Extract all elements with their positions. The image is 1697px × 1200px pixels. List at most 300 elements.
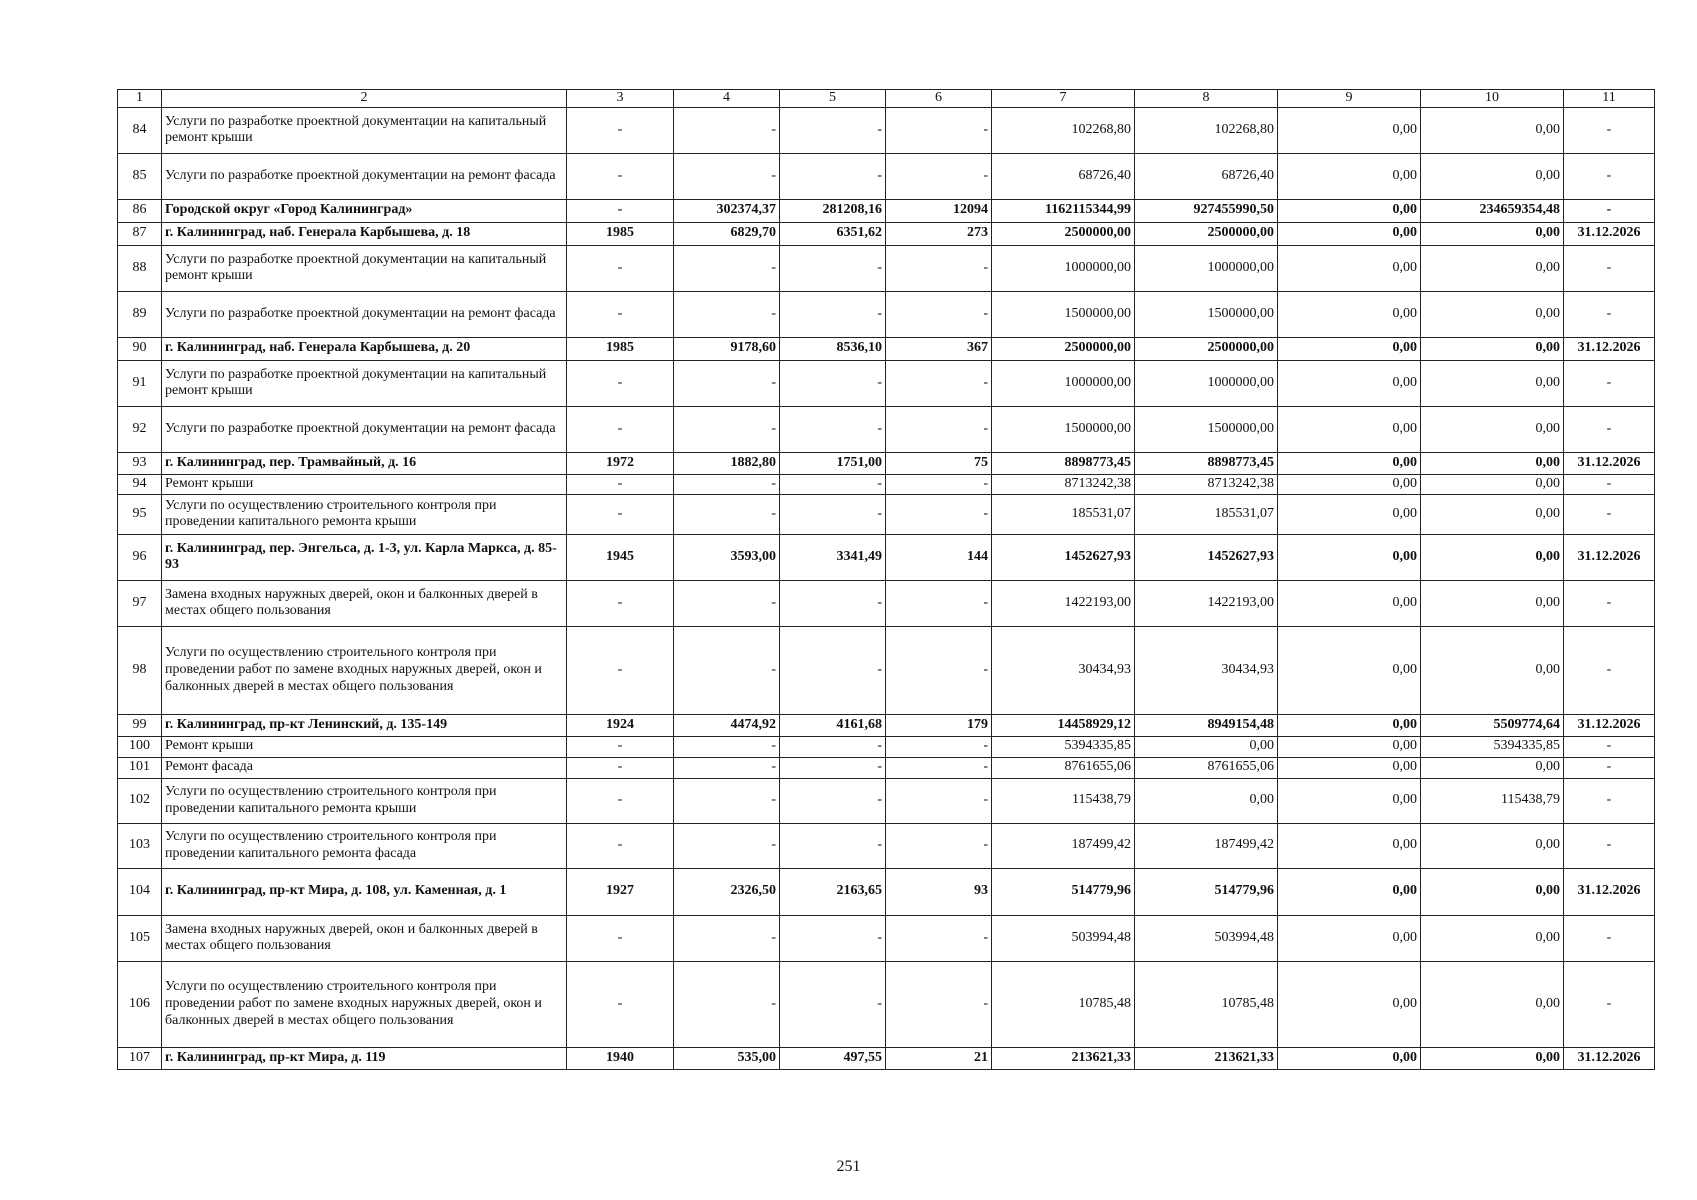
description-cell: Услуги по разработке проектной документации на капитальный ремонт крыши	[162, 360, 567, 406]
row-number-cell: 98	[118, 626, 162, 714]
budget-cost-cell: 0,00	[1278, 337, 1421, 360]
residents-cell: -	[886, 778, 992, 823]
residents-cell: -	[886, 406, 992, 452]
table-row	[118, 868, 1655, 915]
budget-cost-cell: 0,00	[1278, 1047, 1421, 1069]
table-row	[118, 153, 1655, 199]
residents-cell: -	[886, 474, 992, 494]
description-cell: Ремонт фасада	[162, 757, 567, 778]
residents-cell: -	[886, 580, 992, 626]
deadline-cell: -	[1564, 406, 1655, 452]
area-living-cell: -	[780, 757, 886, 778]
area-living-cell: 3341,49	[780, 534, 886, 580]
residents-cell: 273	[886, 222, 992, 245]
total-cost-cell: 185531,07	[992, 494, 1135, 534]
row-number-cell: 99	[118, 714, 162, 736]
description-cell: Ремонт крыши	[162, 474, 567, 494]
residents-cell: 93	[886, 868, 992, 915]
budget-cost-cell: 0,00	[1278, 714, 1421, 736]
deadline-cell: -	[1564, 199, 1655, 222]
area-living-cell: -	[780, 736, 886, 757]
area-total-cell: -	[674, 961, 780, 1047]
fund-cost-cell: 8761655,06	[1135, 757, 1278, 778]
description-cell: г. Калининград, пер. Энгельса, д. 1-3, ул. Карла Маркса, д. 85-93	[162, 534, 567, 580]
deadline-cell: -	[1564, 626, 1655, 714]
table-row	[118, 291, 1655, 337]
table-row	[118, 452, 1655, 474]
total-cost-cell: 503994,48	[992, 915, 1135, 961]
area-living-cell: -	[780, 626, 886, 714]
budget-cost-cell: 0,00	[1278, 199, 1421, 222]
fund-cost-cell: 102268,80	[1135, 107, 1278, 153]
owner-cost-cell: 0,00	[1421, 534, 1564, 580]
row-number-cell: 103	[118, 823, 162, 868]
row-number-cell: 89	[118, 291, 162, 337]
description-cell: Услуги по осуществлению строительного контроля при проведении работ по замене входных наружных дверей, окон и балконных дверей в местах общего пользования	[162, 626, 567, 714]
area-living-cell: -	[780, 245, 886, 291]
budget-cost-cell: 0,00	[1278, 736, 1421, 757]
owner-cost-cell: 5509774,64	[1421, 714, 1564, 736]
fund-cost-cell: 8949154,48	[1135, 714, 1278, 736]
owner-cost-cell: 0,00	[1421, 153, 1564, 199]
year-cell: -	[567, 245, 674, 291]
row-number-cell: 102	[118, 778, 162, 823]
area-total-cell: 6829,70	[674, 222, 780, 245]
area-living-cell: 2163,65	[780, 868, 886, 915]
fund-cost-cell: 514779,96	[1135, 868, 1278, 915]
budget-cost-cell: 0,00	[1278, 494, 1421, 534]
area-living-cell: -	[780, 153, 886, 199]
owner-cost-cell: 0,00	[1421, 868, 1564, 915]
area-living-cell: -	[780, 494, 886, 534]
budget-cost-cell: 0,00	[1278, 778, 1421, 823]
column-header: 8	[1135, 90, 1278, 108]
area-living-cell: -	[780, 778, 886, 823]
deadline-cell: 31.12.2026	[1564, 452, 1655, 474]
column-header: 1	[118, 90, 162, 108]
total-cost-cell: 213621,33	[992, 1047, 1135, 1069]
area-total-cell: -	[674, 245, 780, 291]
fund-cost-cell: 213621,33	[1135, 1047, 1278, 1069]
owner-cost-cell: 0,00	[1421, 915, 1564, 961]
description-cell: Услуги по разработке проектной документации на ремонт фасада	[162, 153, 567, 199]
row-number-cell: 96	[118, 534, 162, 580]
row-number-cell: 95	[118, 494, 162, 534]
row-number-cell: 85	[118, 153, 162, 199]
column-header: 5	[780, 90, 886, 108]
row-number-cell: 107	[118, 1047, 162, 1069]
area-total-cell: -	[674, 291, 780, 337]
description-cell: Ремонт крыши	[162, 736, 567, 757]
residents-cell: 75	[886, 452, 992, 474]
year-cell: 1940	[567, 1047, 674, 1069]
budget-cost-cell: 0,00	[1278, 474, 1421, 494]
fund-cost-cell: 68726,40	[1135, 153, 1278, 199]
budget-cost-cell: 0,00	[1278, 868, 1421, 915]
owner-cost-cell: 0,00	[1421, 337, 1564, 360]
table-row	[118, 1047, 1655, 1069]
row-number-cell: 92	[118, 406, 162, 452]
deadline-cell: -	[1564, 580, 1655, 626]
table-row	[118, 736, 1655, 757]
year-cell: -	[567, 626, 674, 714]
row-number-cell: 94	[118, 474, 162, 494]
fund-cost-cell: 1500000,00	[1135, 291, 1278, 337]
residents-cell: -	[886, 494, 992, 534]
year-cell: -	[567, 778, 674, 823]
residents-cell: 21	[886, 1047, 992, 1069]
residents-cell: -	[886, 823, 992, 868]
year-cell: -	[567, 580, 674, 626]
area-total-cell: -	[674, 474, 780, 494]
description-cell: Услуги по разработке проектной документации на ремонт фасада	[162, 406, 567, 452]
area-total-cell: -	[674, 778, 780, 823]
year-cell: -	[567, 153, 674, 199]
year-cell: 1945	[567, 534, 674, 580]
owner-cost-cell: 115438,79	[1421, 778, 1564, 823]
area-total-cell: -	[674, 406, 780, 452]
area-living-cell: 4161,68	[780, 714, 886, 736]
deadline-cell: 31.12.2026	[1564, 1047, 1655, 1069]
total-cost-cell: 2500000,00	[992, 222, 1135, 245]
area-living-cell: 497,55	[780, 1047, 886, 1069]
table-row	[118, 823, 1655, 868]
deadline-cell: -	[1564, 107, 1655, 153]
table-row	[118, 778, 1655, 823]
deadline-cell: 31.12.2026	[1564, 337, 1655, 360]
deadline-cell: -	[1564, 778, 1655, 823]
column-header: 4	[674, 90, 780, 108]
table-row	[118, 626, 1655, 714]
budget-cost-cell: 0,00	[1278, 534, 1421, 580]
table-row	[118, 474, 1655, 494]
deadline-cell: 31.12.2026	[1564, 868, 1655, 915]
residents-cell: 367	[886, 337, 992, 360]
owner-cost-cell: 0,00	[1421, 245, 1564, 291]
deadline-cell: 31.12.2026	[1564, 534, 1655, 580]
total-cost-cell: 1452627,93	[992, 534, 1135, 580]
budget-cost-cell: 0,00	[1278, 757, 1421, 778]
budget-cost-cell: 0,00	[1278, 360, 1421, 406]
repair-schedule-table	[117, 89, 1655, 1070]
area-total-cell: 4474,92	[674, 714, 780, 736]
residents-cell: 144	[886, 534, 992, 580]
total-cost-cell: 2500000,00	[992, 337, 1135, 360]
deadline-cell: -	[1564, 736, 1655, 757]
table-row	[118, 757, 1655, 778]
fund-cost-cell: 0,00	[1135, 736, 1278, 757]
owner-cost-cell: 0,00	[1421, 823, 1564, 868]
owner-cost-cell: 0,00	[1421, 222, 1564, 245]
area-total-cell: -	[674, 823, 780, 868]
total-cost-cell: 8713242,38	[992, 474, 1135, 494]
row-number-cell: 88	[118, 245, 162, 291]
table-row	[118, 245, 1655, 291]
page-number: 251	[836, 1158, 861, 1175]
deadline-cell: -	[1564, 823, 1655, 868]
owner-cost-cell: 0,00	[1421, 757, 1564, 778]
table-row	[118, 915, 1655, 961]
owner-cost-cell: 0,00	[1421, 291, 1564, 337]
description-cell: г. Калининград, пр-кт Ленинский, д. 135-149	[162, 714, 567, 736]
fund-cost-cell: 187499,42	[1135, 823, 1278, 868]
area-living-cell: 1751,00	[780, 452, 886, 474]
owner-cost-cell: 0,00	[1421, 626, 1564, 714]
row-number-cell: 86	[118, 199, 162, 222]
description-cell: г. Калининград, пр-кт Мира, д. 108, ул. Каменная, д. 1	[162, 868, 567, 915]
fund-cost-cell: 2500000,00	[1135, 222, 1278, 245]
area-living-cell: 281208,16	[780, 199, 886, 222]
year-cell: -	[567, 107, 674, 153]
total-cost-cell: 187499,42	[992, 823, 1135, 868]
column-header: 11	[1564, 90, 1655, 108]
area-total-cell: -	[674, 736, 780, 757]
row-number-cell: 87	[118, 222, 162, 245]
table-row	[118, 222, 1655, 245]
area-living-cell: -	[780, 291, 886, 337]
residents-cell: -	[886, 245, 992, 291]
fund-cost-cell: 1422193,00	[1135, 580, 1278, 626]
total-cost-cell: 514779,96	[992, 868, 1135, 915]
year-cell: -	[567, 961, 674, 1047]
owner-cost-cell: 0,00	[1421, 406, 1564, 452]
budget-cost-cell: 0,00	[1278, 961, 1421, 1047]
deadline-cell: 31.12.2026	[1564, 222, 1655, 245]
residents-cell: -	[886, 915, 992, 961]
row-number-cell: 84	[118, 107, 162, 153]
budget-cost-cell: 0,00	[1278, 222, 1421, 245]
area-living-cell: -	[780, 406, 886, 452]
table-row	[118, 107, 1655, 153]
area-living-cell: -	[780, 360, 886, 406]
total-cost-cell: 10785,48	[992, 961, 1135, 1047]
area-living-cell: -	[780, 107, 886, 153]
residents-cell: -	[886, 291, 992, 337]
column-header: 7	[992, 90, 1135, 108]
area-living-cell: -	[780, 474, 886, 494]
fund-cost-cell: 185531,07	[1135, 494, 1278, 534]
column-header: 10	[1421, 90, 1564, 108]
year-cell: 1927	[567, 868, 674, 915]
budget-cost-cell: 0,00	[1278, 406, 1421, 452]
column-header: 6	[886, 90, 992, 108]
year-cell: -	[567, 915, 674, 961]
column-header: 9	[1278, 90, 1421, 108]
description-cell: Замена входных наружных дверей, окон и балконных дверей в местах общего пользования	[162, 915, 567, 961]
description-cell: Услуги по разработке проектной документации на капитальный ремонт крыши	[162, 245, 567, 291]
table-body	[118, 107, 1655, 1069]
area-living-cell: -	[780, 961, 886, 1047]
fund-cost-cell: 1452627,93	[1135, 534, 1278, 580]
residents-cell: -	[886, 153, 992, 199]
total-cost-cell: 1000000,00	[992, 360, 1135, 406]
table-row	[118, 714, 1655, 736]
owner-cost-cell: 0,00	[1421, 494, 1564, 534]
description-cell: Услуги по осуществлению строительного контроля при проведении капитального ремонта крыши	[162, 494, 567, 534]
budget-cost-cell: 0,00	[1278, 452, 1421, 474]
deadline-cell: -	[1564, 915, 1655, 961]
area-total-cell: -	[674, 107, 780, 153]
area-living-cell: -	[780, 823, 886, 868]
fund-cost-cell: 8898773,45	[1135, 452, 1278, 474]
area-total-cell: -	[674, 915, 780, 961]
column-number-row	[118, 90, 1655, 108]
budget-cost-cell: 0,00	[1278, 245, 1421, 291]
table-row	[118, 580, 1655, 626]
fund-cost-cell: 503994,48	[1135, 915, 1278, 961]
description-cell: Услуги по осуществлению строительного контроля при проведении работ по замене входных наружных дверей, окон и балконных дверей в местах общего пользования	[162, 961, 567, 1047]
row-number-cell: 93	[118, 452, 162, 474]
area-total-cell: -	[674, 757, 780, 778]
row-number-cell: 105	[118, 915, 162, 961]
deadline-cell: -	[1564, 291, 1655, 337]
total-cost-cell: 115438,79	[992, 778, 1135, 823]
fund-cost-cell: 8713242,38	[1135, 474, 1278, 494]
fund-cost-cell: 30434,93	[1135, 626, 1278, 714]
deadline-cell: -	[1564, 961, 1655, 1047]
year-cell: 1924	[567, 714, 674, 736]
year-cell: -	[567, 474, 674, 494]
row-number-cell: 90	[118, 337, 162, 360]
residents-cell: -	[886, 961, 992, 1047]
year-cell: -	[567, 736, 674, 757]
fund-cost-cell: 1500000,00	[1135, 406, 1278, 452]
year-cell: 1985	[567, 337, 674, 360]
area-total-cell: -	[674, 494, 780, 534]
area-total-cell: 1882,80	[674, 452, 780, 474]
row-number-cell: 101	[118, 757, 162, 778]
total-cost-cell: 1500000,00	[992, 406, 1135, 452]
fund-cost-cell: 0,00	[1135, 778, 1278, 823]
table-row	[118, 337, 1655, 360]
deadline-cell: -	[1564, 153, 1655, 199]
owner-cost-cell: 0,00	[1421, 1047, 1564, 1069]
area-total-cell: -	[674, 626, 780, 714]
owner-cost-cell: 5394335,85	[1421, 736, 1564, 757]
description-cell: Услуги по разработке проектной документации на ремонт фасада	[162, 291, 567, 337]
total-cost-cell: 102268,80	[992, 107, 1135, 153]
row-number-cell: 100	[118, 736, 162, 757]
row-number-cell: 97	[118, 580, 162, 626]
column-header: 3	[567, 90, 674, 108]
table-row	[118, 406, 1655, 452]
year-cell: -	[567, 757, 674, 778]
residents-cell: -	[886, 107, 992, 153]
area-living-cell: 8536,10	[780, 337, 886, 360]
residents-cell: 12094	[886, 199, 992, 222]
deadline-cell: -	[1564, 757, 1655, 778]
column-header: 2	[162, 90, 567, 108]
owner-cost-cell: 0,00	[1421, 360, 1564, 406]
residents-cell: -	[886, 736, 992, 757]
year-cell: -	[567, 360, 674, 406]
deadline-cell: -	[1564, 360, 1655, 406]
description-cell: г. Калининград, наб. Генерала Карбышева, д. 18	[162, 222, 567, 245]
fund-cost-cell: 1000000,00	[1135, 360, 1278, 406]
owner-cost-cell: 0,00	[1421, 961, 1564, 1047]
budget-cost-cell: 0,00	[1278, 626, 1421, 714]
budget-cost-cell: 0,00	[1278, 153, 1421, 199]
table-row	[118, 494, 1655, 534]
total-cost-cell: 8761655,06	[992, 757, 1135, 778]
row-number-cell: 106	[118, 961, 162, 1047]
budget-cost-cell: 0,00	[1278, 291, 1421, 337]
table-row	[118, 961, 1655, 1047]
table-row	[118, 534, 1655, 580]
owner-cost-cell: 0,00	[1421, 107, 1564, 153]
budget-cost-cell: 0,00	[1278, 915, 1421, 961]
total-cost-cell: 1162115344,99	[992, 199, 1135, 222]
row-number-cell: 104	[118, 868, 162, 915]
deadline-cell: 31.12.2026	[1564, 714, 1655, 736]
deadline-cell: -	[1564, 494, 1655, 534]
residents-cell: -	[886, 360, 992, 406]
fund-cost-cell: 10785,48	[1135, 961, 1278, 1047]
area-living-cell: 6351,62	[780, 222, 886, 245]
deadline-cell: -	[1564, 474, 1655, 494]
total-cost-cell: 68726,40	[992, 153, 1135, 199]
area-total-cell: 2326,50	[674, 868, 780, 915]
area-total-cell: 9178,60	[674, 337, 780, 360]
description-cell: г. Калининград, пр-кт Мира, д. 119	[162, 1047, 567, 1069]
total-cost-cell: 1500000,00	[992, 291, 1135, 337]
year-cell: 1985	[567, 222, 674, 245]
year-cell: -	[567, 823, 674, 868]
year-cell: 1972	[567, 452, 674, 474]
fund-cost-cell: 2500000,00	[1135, 337, 1278, 360]
area-total-cell: 535,00	[674, 1047, 780, 1069]
year-cell: -	[567, 291, 674, 337]
total-cost-cell: 14458929,12	[992, 714, 1135, 736]
residents-cell: -	[886, 757, 992, 778]
table-row	[118, 199, 1655, 222]
description-cell: Городской округ «Город Калининград»	[162, 199, 567, 222]
description-cell: Услуги по осуществлению строительного контроля при проведении капитального ремонта крыши	[162, 778, 567, 823]
residents-cell: 179	[886, 714, 992, 736]
owner-cost-cell: 234659354,48	[1421, 199, 1564, 222]
description-cell: Услуги по осуществлению строительного контроля при проведении капитального ремонта фасада	[162, 823, 567, 868]
year-cell: -	[567, 199, 674, 222]
area-total-cell: 3593,00	[674, 534, 780, 580]
total-cost-cell: 5394335,85	[992, 736, 1135, 757]
owner-cost-cell: 0,00	[1421, 452, 1564, 474]
year-cell: -	[567, 406, 674, 452]
area-total-cell: -	[674, 153, 780, 199]
budget-cost-cell: 0,00	[1278, 107, 1421, 153]
area-living-cell: -	[780, 580, 886, 626]
row-number-cell: 91	[118, 360, 162, 406]
area-living-cell: -	[780, 915, 886, 961]
fund-cost-cell: 1000000,00	[1135, 245, 1278, 291]
residents-cell: -	[886, 626, 992, 714]
description-cell: г. Калининград, пер. Трамвайный, д. 16	[162, 452, 567, 474]
description-cell: Услуги по разработке проектной документации на капитальный ремонт крыши	[162, 107, 567, 153]
description-cell: Замена входных наружных дверей, окон и балконных дверей в местах общего пользования	[162, 580, 567, 626]
area-total-cell: -	[674, 360, 780, 406]
total-cost-cell: 30434,93	[992, 626, 1135, 714]
area-total-cell: -	[674, 580, 780, 626]
deadline-cell: -	[1564, 245, 1655, 291]
table-row	[118, 360, 1655, 406]
description-cell: г. Калининград, наб. Генерала Карбышева, д. 20	[162, 337, 567, 360]
budget-cost-cell: 0,00	[1278, 580, 1421, 626]
owner-cost-cell: 0,00	[1421, 580, 1564, 626]
total-cost-cell: 1000000,00	[992, 245, 1135, 291]
fund-cost-cell: 927455990,50	[1135, 199, 1278, 222]
total-cost-cell: 1422193,00	[992, 580, 1135, 626]
area-total-cell: 302374,37	[674, 199, 780, 222]
owner-cost-cell: 0,00	[1421, 474, 1564, 494]
